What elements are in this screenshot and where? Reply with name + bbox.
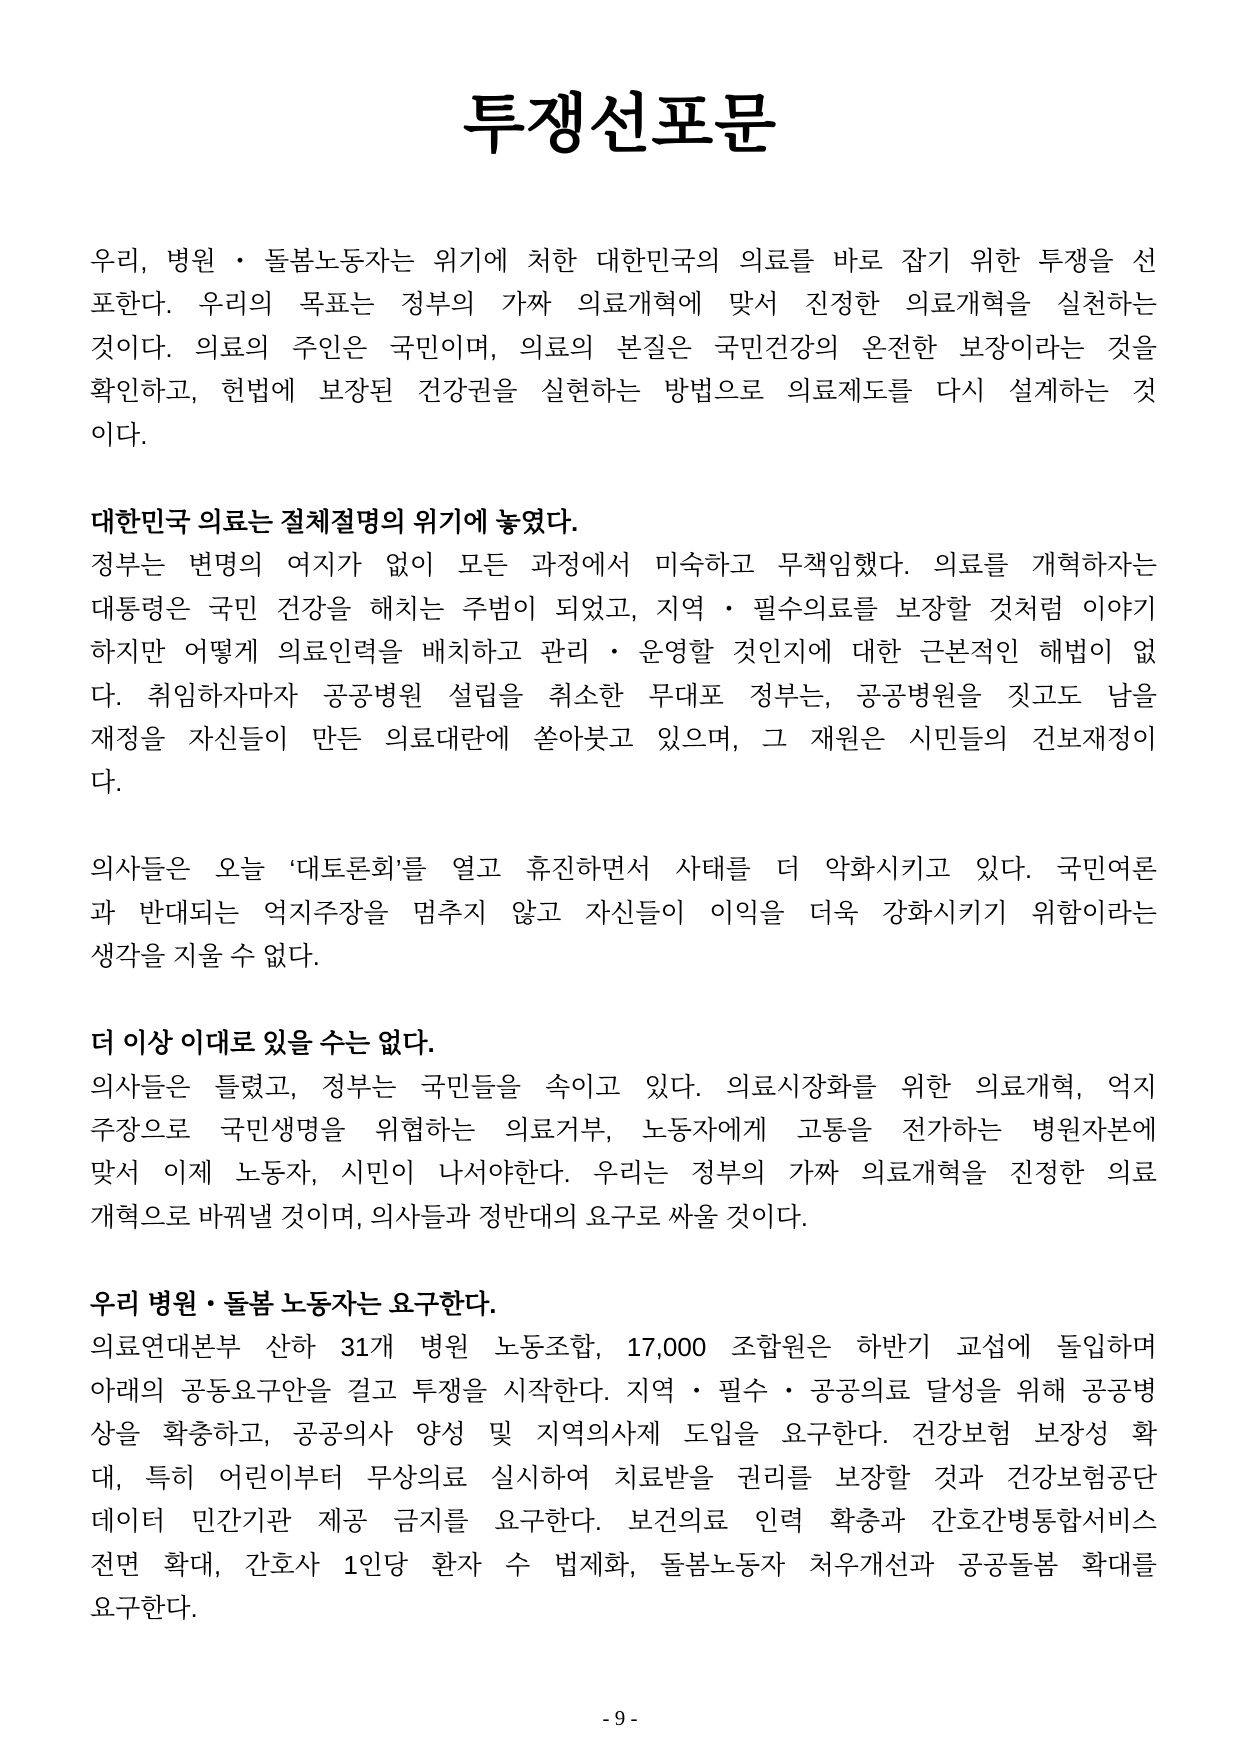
paragraph-line: 대, 특히 어린이부터 무상의료 실시하여 치료받을 권리를 보장할 것과 건강보험공단 bbox=[90, 1462, 1157, 1493]
document-section bbox=[90, 1022, 1157, 1239]
paragraph bbox=[90, 848, 1157, 978]
paragraph-line: 데이터 민간기관 제공 금지를 요구한다. 보건의료 인력 확충과 간호간병통합서비스 bbox=[90, 1506, 1157, 1537]
document-section bbox=[90, 240, 1157, 457]
paragraph-line: 확인하고, 헌법에 보장된 건강권을 실현하는 방법으로 의료제도를 다시 설계하는 것 bbox=[90, 376, 1157, 407]
paragraph-line: 하지만 어떻게 의료인력을 배치하고 관리・운영할 것인지에 대한 근본적인 해법이 없 bbox=[90, 637, 1157, 668]
paragraph-line: 이다. bbox=[90, 419, 148, 450]
section-heading: 우리 병원・돌봄 노동자는 요구한다. bbox=[90, 1288, 497, 1319]
paragraph-line: 아래의 공동요구안을 걸고 투쟁을 시작한다. 지역・필수・공공의료 달성을 위해 공공병 bbox=[90, 1375, 1157, 1406]
page-number: - 9 - bbox=[602, 1706, 638, 1730]
paragraph bbox=[90, 544, 1157, 805]
section-heading: 더 이상 이대로 있을 수는 없다. bbox=[90, 1028, 435, 1059]
paragraph-line: 의사들은 오늘 ‘대토론회’를 열고 휴진하면서 사태를 더 악화시키고 있다. 국민여론 bbox=[90, 854, 1157, 885]
paragraph bbox=[90, 1066, 1157, 1240]
paragraph-line: 과 반대되는 억지주장을 멈추지 않고 자신들이 이익을 더욱 강화시키기 위함이라는 bbox=[90, 897, 1157, 928]
paragraph-line: 포한다. 우리의 목표는 정부의 가짜 의료개혁에 맞서 진정한 의료개혁을 실천하는 bbox=[90, 289, 1157, 320]
paragraph-line: 의사들은 틀렸고, 정부는 국민들을 속이고 있다. 의료시장화를 위한 의료개혁, 억지 bbox=[90, 1071, 1157, 1102]
paragraph-line: 다. bbox=[90, 767, 123, 798]
paragraph-line: 전면 확대, 간호사 1인당 환자 수 법제화, 돌봄노동자 처우개선과 공공돌봄 확대를 bbox=[90, 1549, 1157, 1580]
paragraph bbox=[90, 1326, 1157, 1630]
paragraph-line: 대통령은 국민 건강을 해치는 주범이 되었고, 지역・필수의료를 보장할 것처럼 이야기 bbox=[90, 593, 1157, 624]
paragraph-line: 다. 취임하자마자 공공병원 설립을 취소한 무대포 정부는, 공공병원을 짓고도 남을 bbox=[90, 680, 1157, 711]
document-section bbox=[90, 501, 1157, 979]
section-heading: 대한민국 의료는 절체절명의 위기에 놓였다. bbox=[90, 506, 579, 537]
paragraph-line: 생각을 지울 수 없다. bbox=[90, 941, 320, 972]
paragraph-line: 우리, 병원・돌봄노동자는 위기에 처한 대한민국의 의료를 바로 잡기 위한 투쟁을 선 bbox=[90, 246, 1157, 276]
paragraph-line: 상을 확충하고, 공공의사 양성 및 지역의사제 도입을 요구한다. 건강보험 보장성 확 bbox=[90, 1419, 1157, 1450]
page-title: 투쟁선포문 bbox=[462, 88, 778, 160]
paragraph bbox=[90, 240, 1157, 457]
paragraph-line: 것이다. 의료의 주인은 국민이며, 의료의 본질은 국민건강의 온전한 보장이라는 것을 bbox=[90, 332, 1157, 363]
paragraph-line: 의료연대본부 산하 31개 병원 노동조합, 17,000 조합원은 하반기 교섭에 돌입하며 bbox=[90, 1332, 1157, 1363]
paragraph-line: 맞서 이제 노동자, 시민이 나서야한다. 우리는 정부의 가짜 의료개혁을 진정한 의료 bbox=[90, 1158, 1157, 1189]
document-body bbox=[90, 240, 1157, 1630]
paragraph-line: 개혁으로 바꿔낼 것이며, 의사들과 정반대의 요구로 싸울 것이다. bbox=[90, 1201, 809, 1232]
document-section bbox=[90, 1283, 1157, 1631]
paragraph-line: 요구한다. bbox=[90, 1592, 198, 1623]
paragraph-line: 정부는 변명의 여지가 없이 모든 과정에서 미숙하고 무책임했다. 의료를 개혁하자는 bbox=[90, 550, 1157, 581]
paragraph-line: 주장으로 국민생명을 위협하는 의료거부, 노동자에게 고통을 전가하는 병원자본에 bbox=[90, 1115, 1157, 1146]
paragraph-line: 재정을 자신들이 만든 의료대란에 쏟아붓고 있으며, 그 재원은 시민들의 건보재정이 bbox=[90, 723, 1157, 754]
